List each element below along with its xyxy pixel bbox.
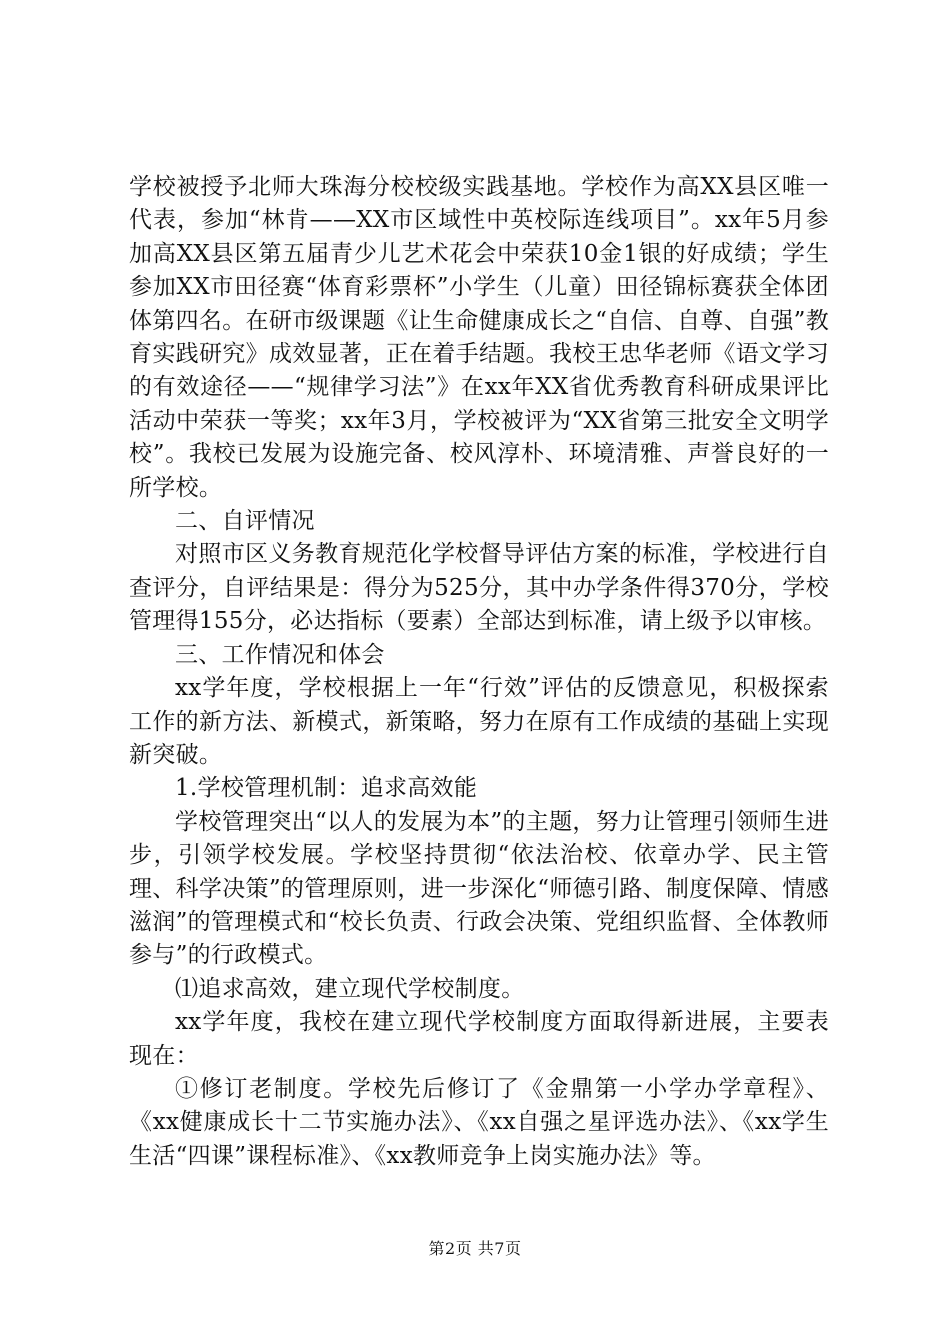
paragraph-work-overview: xx学年度，学校根据上一年“行效”评估的反馈意见，积极探索工作的新方法、新模式，新策略，努力在原有工作成绩的基础上实现新突破。	[129, 675, 829, 768]
item-heading-modern-system: ⑴追求高效，建立现代学校制度。	[175, 975, 525, 1002]
paragraph-modern-system: xx学年度，我校在建立现代学校制度方面取得新进展，主要表现在：	[129, 1009, 829, 1069]
section-heading-work-experience: 三、工作情况和体会	[175, 641, 385, 668]
subsection-heading-management: 1.学校管理机制：追求高效能	[175, 775, 478, 802]
document-body	[129, 171, 829, 1173]
paragraph-self-evaluation: 对照市区义务教育规范化学校督导评估方案的标准，学校进行自查评分，自评结果是：得分为525分，其中办学条件得370分，学校管理得155分，必达指标（要素）全部达到标准，请上级予以审核。	[129, 541, 829, 635]
paragraph-revise-rules: ①修订老制度。学校先后修订了《金鼎第一小学办学章程》、《xx健康成长十二节实施办法》、《xx自强之星评选办法》、《xx学生生活“四课”课程标准》、《xx教师竞争上岗实施办法》等。	[129, 1075, 829, 1169]
paragraph-achievements: 学校被授予北师大珠海分校校级实践基地。学校作为高XX县区唯一代表，参加“林肯——XX市区域性中英校际连线项目”。xx年5月参加高XX县区第五届青少儿艺术花会中荣获10金1银的好成绩；学生参加XX市田径赛“体育彩票杯”小学生（儿童）田径锦标赛获全体团体第四名。在研市级课题《让生命健康成长之“自信、自尊、自强”教育实践研究》成效显著，正在着手结题。我校王忠华老师《语文学习的有效途径——“规律学习法”》在xx年XX省优秀教育科研成果评比活动中荣获一等奖；xx年3月，学校被评为“XX省第三批安全文明学校”。我校已发展为设施完备、校风淳朴、环境清雅、声誉良好的一所学校。	[129, 174, 829, 501]
page-footer: 第2页 共7页	[428, 1239, 522, 1258]
paragraph-management: 学校管理突出“以人的发展为本”的主题，努力让管理引领师生进步，引领学校发展。学校坚持贯彻“依法治校、依章办学、民主管理、科学决策”的管理原则，进一步深化“师德引路、制度保障、情感滋润”的管理模式和“校长负责、行政会决策、党组织监督、全体教师参与”的行政模式。	[129, 808, 829, 969]
section-heading-self-evaluation: 二、自评情况	[175, 508, 315, 535]
